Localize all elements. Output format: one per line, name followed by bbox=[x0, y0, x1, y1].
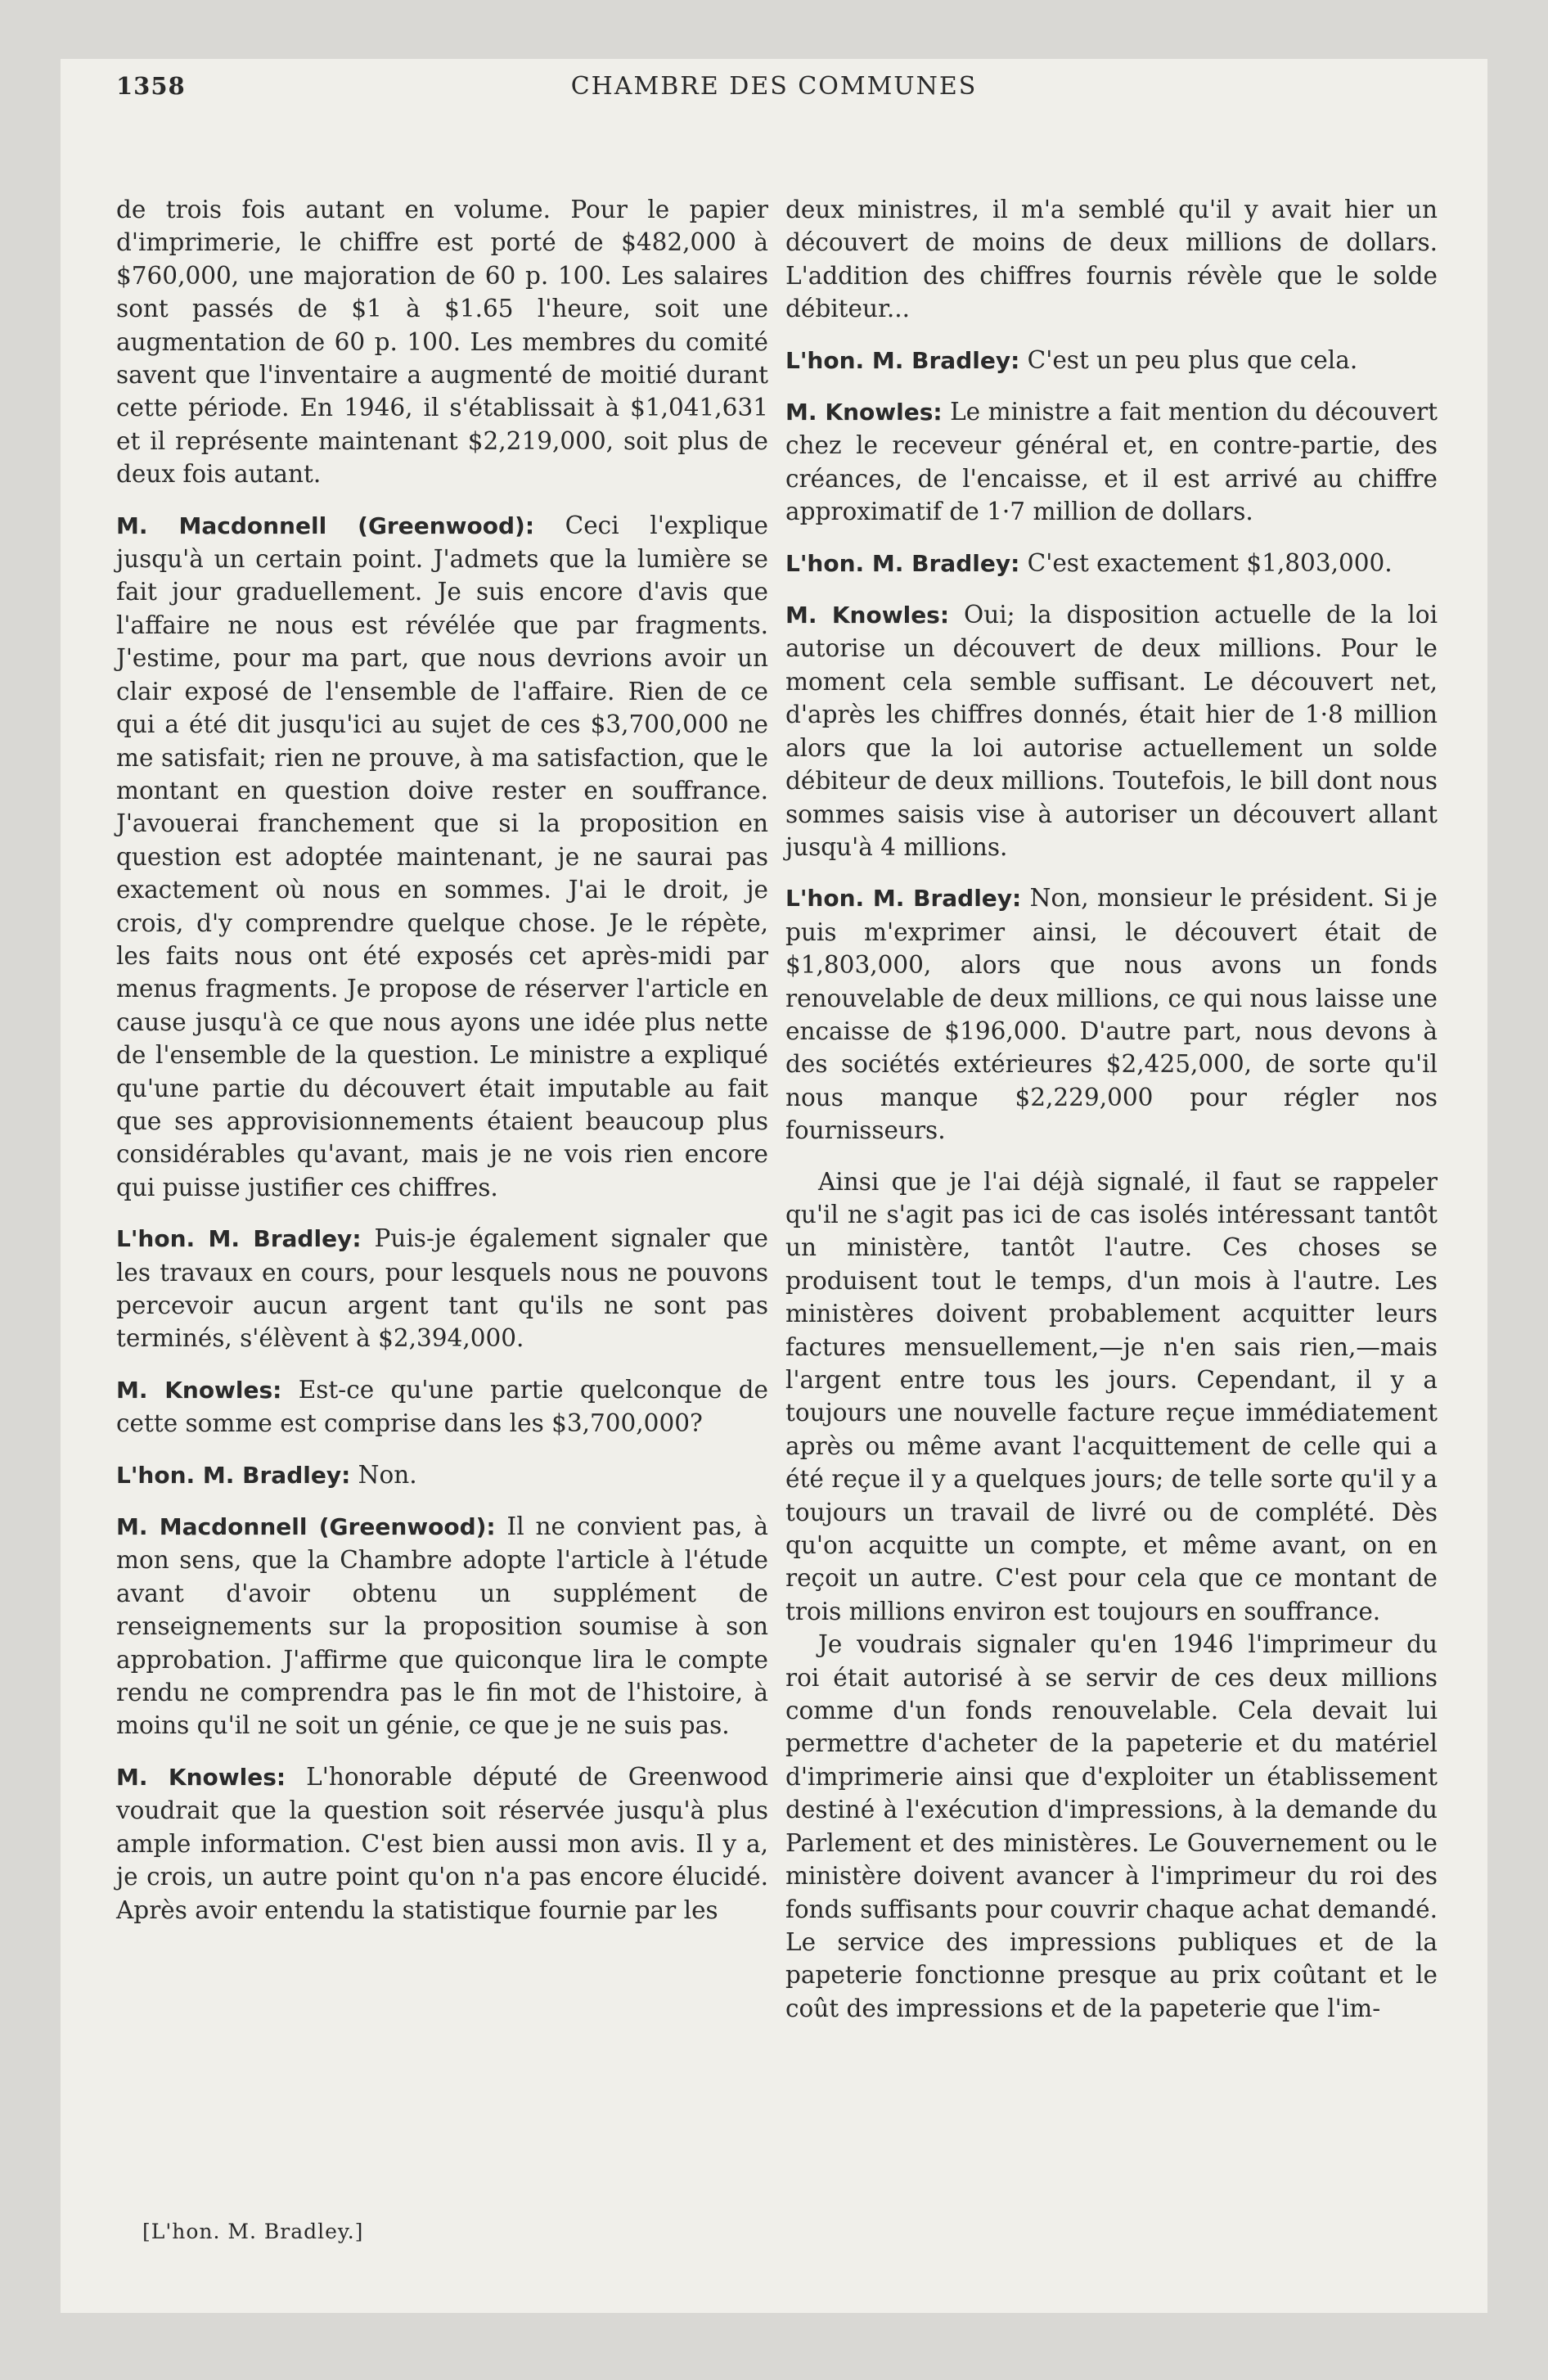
paragraph-text: Puis-je également signaler que les travaux en cours, pour lesquels nous ne pouvons percevoir aucun argent tant qu'ils ne sont pas terminés, s'élèvent à $2,394,000. bbox=[116, 1224, 768, 1353]
debate-paragraph bbox=[785, 193, 1438, 326]
paragraph-text: Ainsi que je l'ai déjà signalé, il faut se rappeler qu'il ne s'agit pas ici de cas isolés intéressant tantôt un ministère, tantôt l'autre. Ces choses se produisent tout le temps, d'un mois à l'autre. Les ministères doivent probablement acquitter leurs factures mensuellement,—je n'en sais rien,—mais l'argent entre tous les jours. Cependant, il y a toujours une nouvelle facture reçue immédiatement après ou même avant l'acquittement de celle qui a été reçue il y a quelques jours; de telle sorte qu'il y a toujours un travail de livré ou de complété. Dès qu'on acquitte un compte, et même avant, on en reçoit un autre. C'est pour cela que ce montant de trois millions environ est toujours en souffrance. bbox=[785, 1167, 1438, 1625]
speaker-name: L'hon. M. Bradley: bbox=[785, 549, 1020, 577]
speaker-name: L'hon. M. Bradley: bbox=[116, 1225, 362, 1253]
debate-paragraph bbox=[785, 598, 1438, 863]
debate-paragraph bbox=[116, 193, 768, 491]
speaker-name: M. Knowles: bbox=[785, 399, 943, 426]
paragraph-text: de trois fois autant en volume. Pour le papier d'imprimerie, le chiffre est porté de $482,000 à $760,000, une majoration de 60 p. 100. Les salaires sont passés de $1 à $1.65 l'heure, soit une augmentation de 60 p. 100. Les membres du comité savent que l'inventaire a augmenté de moitié durant cette période. En 1946, il s'établissait à $1,041,631 et il représente maintenant $2,219,000, soit plus de deux fois autant. bbox=[116, 196, 768, 489]
speaker-name: L'hon. M. Bradley: bbox=[785, 885, 1022, 913]
page-number: 1358 bbox=[116, 72, 186, 100]
left-column bbox=[116, 193, 768, 1945]
paragraph-text: deux ministres, il m'a semblé qu'il y avait hier un découvert de moins de deux millions de dollars. L'addition des chiffres fournis révèle que le solde débiteur... bbox=[785, 196, 1438, 323]
debate-paragraph bbox=[116, 1458, 768, 1492]
paragraph-text: L'honorable député de Greenwood voudrait que la question soit réservée jusqu'à plus ample information. C'est bien aussi mon avis. Il y a, je crois, un autre point qu'on n'a pas encore élucidé. Après avoir entendu la statistique fournie par les bbox=[116, 1762, 769, 1924]
speaker-footer-reference: [L'hon. M. Bradley.] bbox=[142, 2220, 364, 2243]
debate-paragraph bbox=[116, 1760, 768, 1927]
debate-paragraph bbox=[785, 1165, 1438, 1629]
debate-paragraph bbox=[785, 881, 1438, 1147]
paragraph-text: Est-ce qu'une partie quelconque de cette somme est comprise dans les $3,700,000? bbox=[116, 1375, 768, 1438]
debate-paragraph bbox=[116, 1510, 768, 1742]
paragraph-text: C'est exactement $1,803,000. bbox=[1027, 548, 1393, 577]
speaker-name: M. Knowles: bbox=[785, 602, 950, 629]
debate-paragraph bbox=[116, 509, 768, 1205]
debate-paragraph bbox=[785, 547, 1438, 580]
speaker-name: M. Macdonnell (Greenwood): bbox=[116, 512, 535, 539]
running-head bbox=[116, 72, 1432, 105]
paragraph-text: Non, monsieur le président. Si je puis m'exprimer ainsi, le découvert était de $1,803,000, alors que nous avons un fonds renouvelable de deux millions, ce qui nous laisse une encaisse de $196,000. D'autre part, nous devons à des sociétés extérieures $2,425,000, de sorte qu'il nous manque $2,229,000 pour régler nos fournisseurs. bbox=[785, 884, 1438, 1145]
speaker-name: M. Knowles: bbox=[116, 1763, 286, 1791]
speaker-name: M. Knowles: bbox=[116, 1376, 282, 1404]
speaker-name: L'hon. M. Bradley: bbox=[116, 1461, 351, 1489]
paragraph-text: C'est un peu plus que cela. bbox=[1027, 345, 1358, 374]
speaker-name: M. Macdonnell (Greenwood): bbox=[116, 1513, 496, 1541]
speaker-name: L'hon. M. Bradley: bbox=[785, 346, 1020, 374]
paragraph-text: Le ministre a fait mention du découvert chez le receveur général et, en contre-partie, des créances, de l'encaisse, et il est arrivé au chiffre approximatif de 1·7 million de dollars. bbox=[785, 398, 1438, 526]
paragraph-text: Non. bbox=[358, 1460, 417, 1489]
paragraph-text: Oui; la disposition actuelle de la loi autorise un découvert de deux millions. Pour le moment cela semble suffisant. Le découvert net, d'après les chiffres donnés, était hier de 1·8 million alors que la loi autorise actuellement un solde débiteur de deux millions. Toutefois, le bill dont nous sommes saisis vise à autoriser un découvert allant jusqu'à 4 millions. bbox=[785, 601, 1438, 861]
debate-paragraph bbox=[785, 344, 1438, 377]
journal-title: CHAMBRE DES COMMUNES bbox=[570, 72, 978, 101]
debate-paragraph bbox=[785, 1628, 1438, 2025]
debate-paragraph bbox=[116, 1373, 768, 1440]
right-column bbox=[785, 193, 1438, 2025]
paragraph-text: Ceci l'explique jusqu'à un certain point. J'admets que la lumière se fait jour graduellement. Je suis encore d'avis que l'affaire ne nous est révélée que par fragments. J'estime, pour ma part, que nous devrions avoir un clair exposé de l'ensemble de l'affaire. Rien de ce qui a été dit jusqu'ici au sujet de ces $3,700,000 ne me satisfait; rien ne prouve, à ma satisfaction, que le montant en question doive rester en souffrance. J'avouerai franchement que si la proposition en question est adoptée maintenant, je ne saurai pas exactement où nous en sommes. J'ai le droit, je crois, d'y comprendre quelque chose. Je le répète, les faits nous ont été exposés cet après-midi par menus fragments. Je propose de réserver l'article en cause jusqu'à ce que nous ayons une idée plus nette de l'ensemble de la question. Le ministre a expliqué qu'une partie du découvert était imputable au fait que ses approvisionnements étaient beaucoup plus considérables qu'avant, mais je ne vois rien encore qui puisse justifier ces chiffres. bbox=[116, 511, 768, 1201]
paragraph-text: Je voudrais signaler qu'en 1946 l'imprimeur du roi était autorisé à se servir de ces deux millions comme d'un fonds renouvelable. Cela devait lui permettre d'acheter de la papeterie et du matériel d'imprimerie ainsi que d'exploiter un établissement destiné à l'exécution d'impressions, à la demande du Parlement et des ministères. Le Gouvernement ou le ministère doivent avancer à l'imprimeur du roi des fonds suffisants pour couvrir chaque achat demandé. Le service des impressions publiques et de la papeterie fonctionne presque au prix coûtant et le coût des impressions et de la papeterie que l'im- bbox=[785, 1630, 1438, 2022]
debate-paragraph bbox=[116, 1222, 768, 1355]
paragraph-text: Il ne convient pas, à mon sens, que la Chambre adopte l'article à l'étude avant d'avoir obtenu un supplément de renseignements sur la proposition soumise à son approbation. J'affirme que quiconque lira le compte rendu ne comprendra pas le fin mot de l'histoire, à moins qu'il ne soit un génie, ce que je ne suis pas. bbox=[116, 1512, 768, 1740]
debate-paragraph bbox=[785, 395, 1438, 529]
